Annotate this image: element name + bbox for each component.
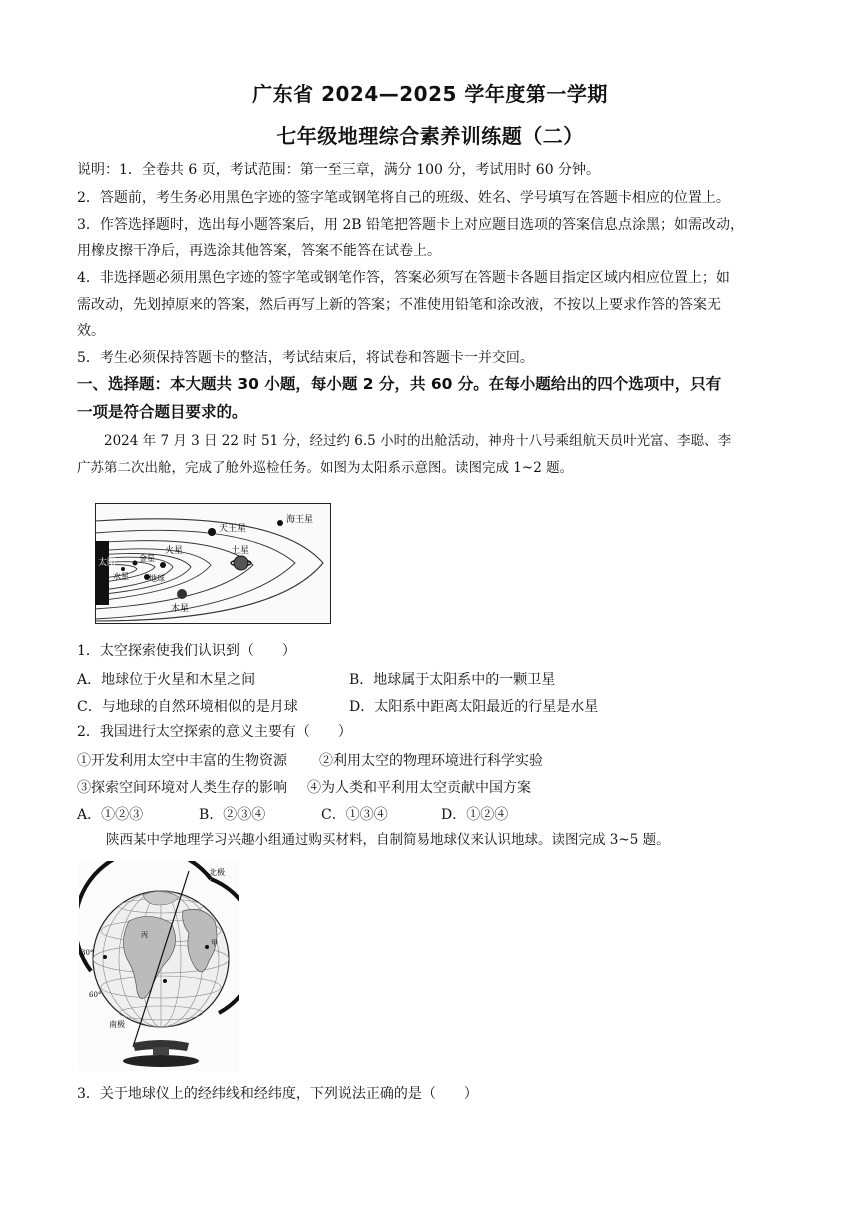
uranus-dot [208,528,216,536]
q2-option-b: B．②③④ [199,807,266,823]
instruction-line: 效。 [77,323,105,339]
question-3-stem: 3．关于地球仪上的经纬线和经纬度，下列说法正确的是（ ） [77,1086,478,1102]
instruction-line: 4．非选择题必须用黑色字迹的签字笔或钢笔作答，答案必须写在答题卡各题目指定区域内相应位置上；如 [77,270,730,286]
instruction-line: 3．作答选择题时，选出每小题答案后，用 2B 铅笔把答题卡上对应题目选项的答案信息点涂黑；如需改动， [77,217,745,233]
question-1-stem: 1．太空探索使我们认识到（ ） [77,643,296,659]
q1-option-c: C．与地球的自然环境相似的是月球 [77,699,298,715]
passage-text: 广苏第二次出舱，完成了舱外巡检任务。如图为太阳系示意图。读图完成 1~2 题。 [77,460,574,476]
q2-option-d: D．①②④ [441,807,509,823]
point-jia-label: 甲 [211,939,218,947]
lat-30-label: 30° [81,949,94,957]
q1-option-d: D．太阳系中距离太阳最近的行星是水星 [349,699,599,715]
globe-figure [79,861,239,1071]
uranus-label: 天王星 [219,524,247,534]
point-dot [205,945,209,949]
mercury-label: 水星 [113,572,129,581]
instruction-line: 用橡皮擦干净后，再选涂其他答案，答案不能答在试卷上。 [77,243,441,259]
section-heading: 一项是符合题目要求的。 [77,403,248,421]
q2-item-4: ④为人类和平利用太空贡献中国方案 [307,780,531,796]
q2-item-1: ①开发利用太空中丰富的生物资源 [77,753,287,769]
venus-dot [133,561,138,566]
mars-label: 火星 [165,546,184,556]
neptune-label: 海王星 [286,515,314,525]
point-bing-label: 丙 [141,931,148,939]
passage-text: 陕西某中学地理学习兴趣小组通过购买材料，自制简易地球仪来认识地球。读图完成 3~5 题。 [106,832,670,848]
instruction-line: 需改动，先划掉原来的答案，然后再写上新的答案；不准使用铅笔和涂改液，不按以上要求作答的答案无 [77,297,721,313]
q2-option-a: A．①②③ [77,807,144,823]
point-dot [103,955,107,959]
saturn-label: 土星 [231,546,250,556]
venus-label: 金星 [139,554,155,563]
q2-item-3: ③探索空间环境对人类生存的影响 [77,780,287,796]
jupiter-dot [177,589,187,599]
question-2-stem: 2．我国进行太空探索的意义主要有（ ） [77,724,352,740]
passage-text: 2024 年 7 月 3 日 22 时 51 分，经过约 6.5 小时的出舱活动，神舟十八号乘组航天员叶光富、李聪、李 [104,433,732,449]
lat-60-label: 60° [89,991,102,999]
earth-label: 地球 [149,574,165,583]
south-pole-label: 南极 [109,1020,125,1029]
jupiter-label: 木星 [171,604,190,614]
globe-stand [123,1055,199,1067]
q1-option-b: B．地球属于太阳系中的一颗卫星 [349,672,556,688]
north-pole-label: 北极 [209,868,225,877]
instruction-line: 5．考生必须保持答题卡的整洁，考试结束后，将试卷和答题卡一并交回。 [77,350,534,366]
neptune-dot [277,520,283,526]
mars-dot [160,562,166,568]
instruction-line: 说明：1．全卷共 6 页，考试范围：第一至三章，满分 100 分，考试用时 60 分钟。 [77,162,601,178]
sun-label: 太阳 [98,558,117,568]
q2-option-c: C．①③④ [321,807,388,823]
solar-system-figure [95,503,331,624]
saturn-dot [234,556,248,570]
sun-shape [95,541,109,605]
q2-item-2: ②利用太空的物理环境进行科学实验 [319,753,543,769]
mercury-dot [121,567,125,571]
exam-subtitle: 七年级地理综合素养训练题（二） [276,124,584,148]
instruction-line: 2．答题前，考生务必用黑色字迹的签字笔或钢笔将自己的班级、姓名、学号填写在答题卡相应的位置上。 [77,190,730,206]
section-heading: 一、选择题：本大题共 30 小题，每小题 2 分，共 60 分。在每小题给出的四个选项中，只有 [77,375,722,393]
q1-option-a: A．地球位于火星和木星之间 [77,672,256,688]
point-dot [163,979,167,983]
exam-title: 广东省 2024—2025 学年度第一学期 [252,82,608,106]
